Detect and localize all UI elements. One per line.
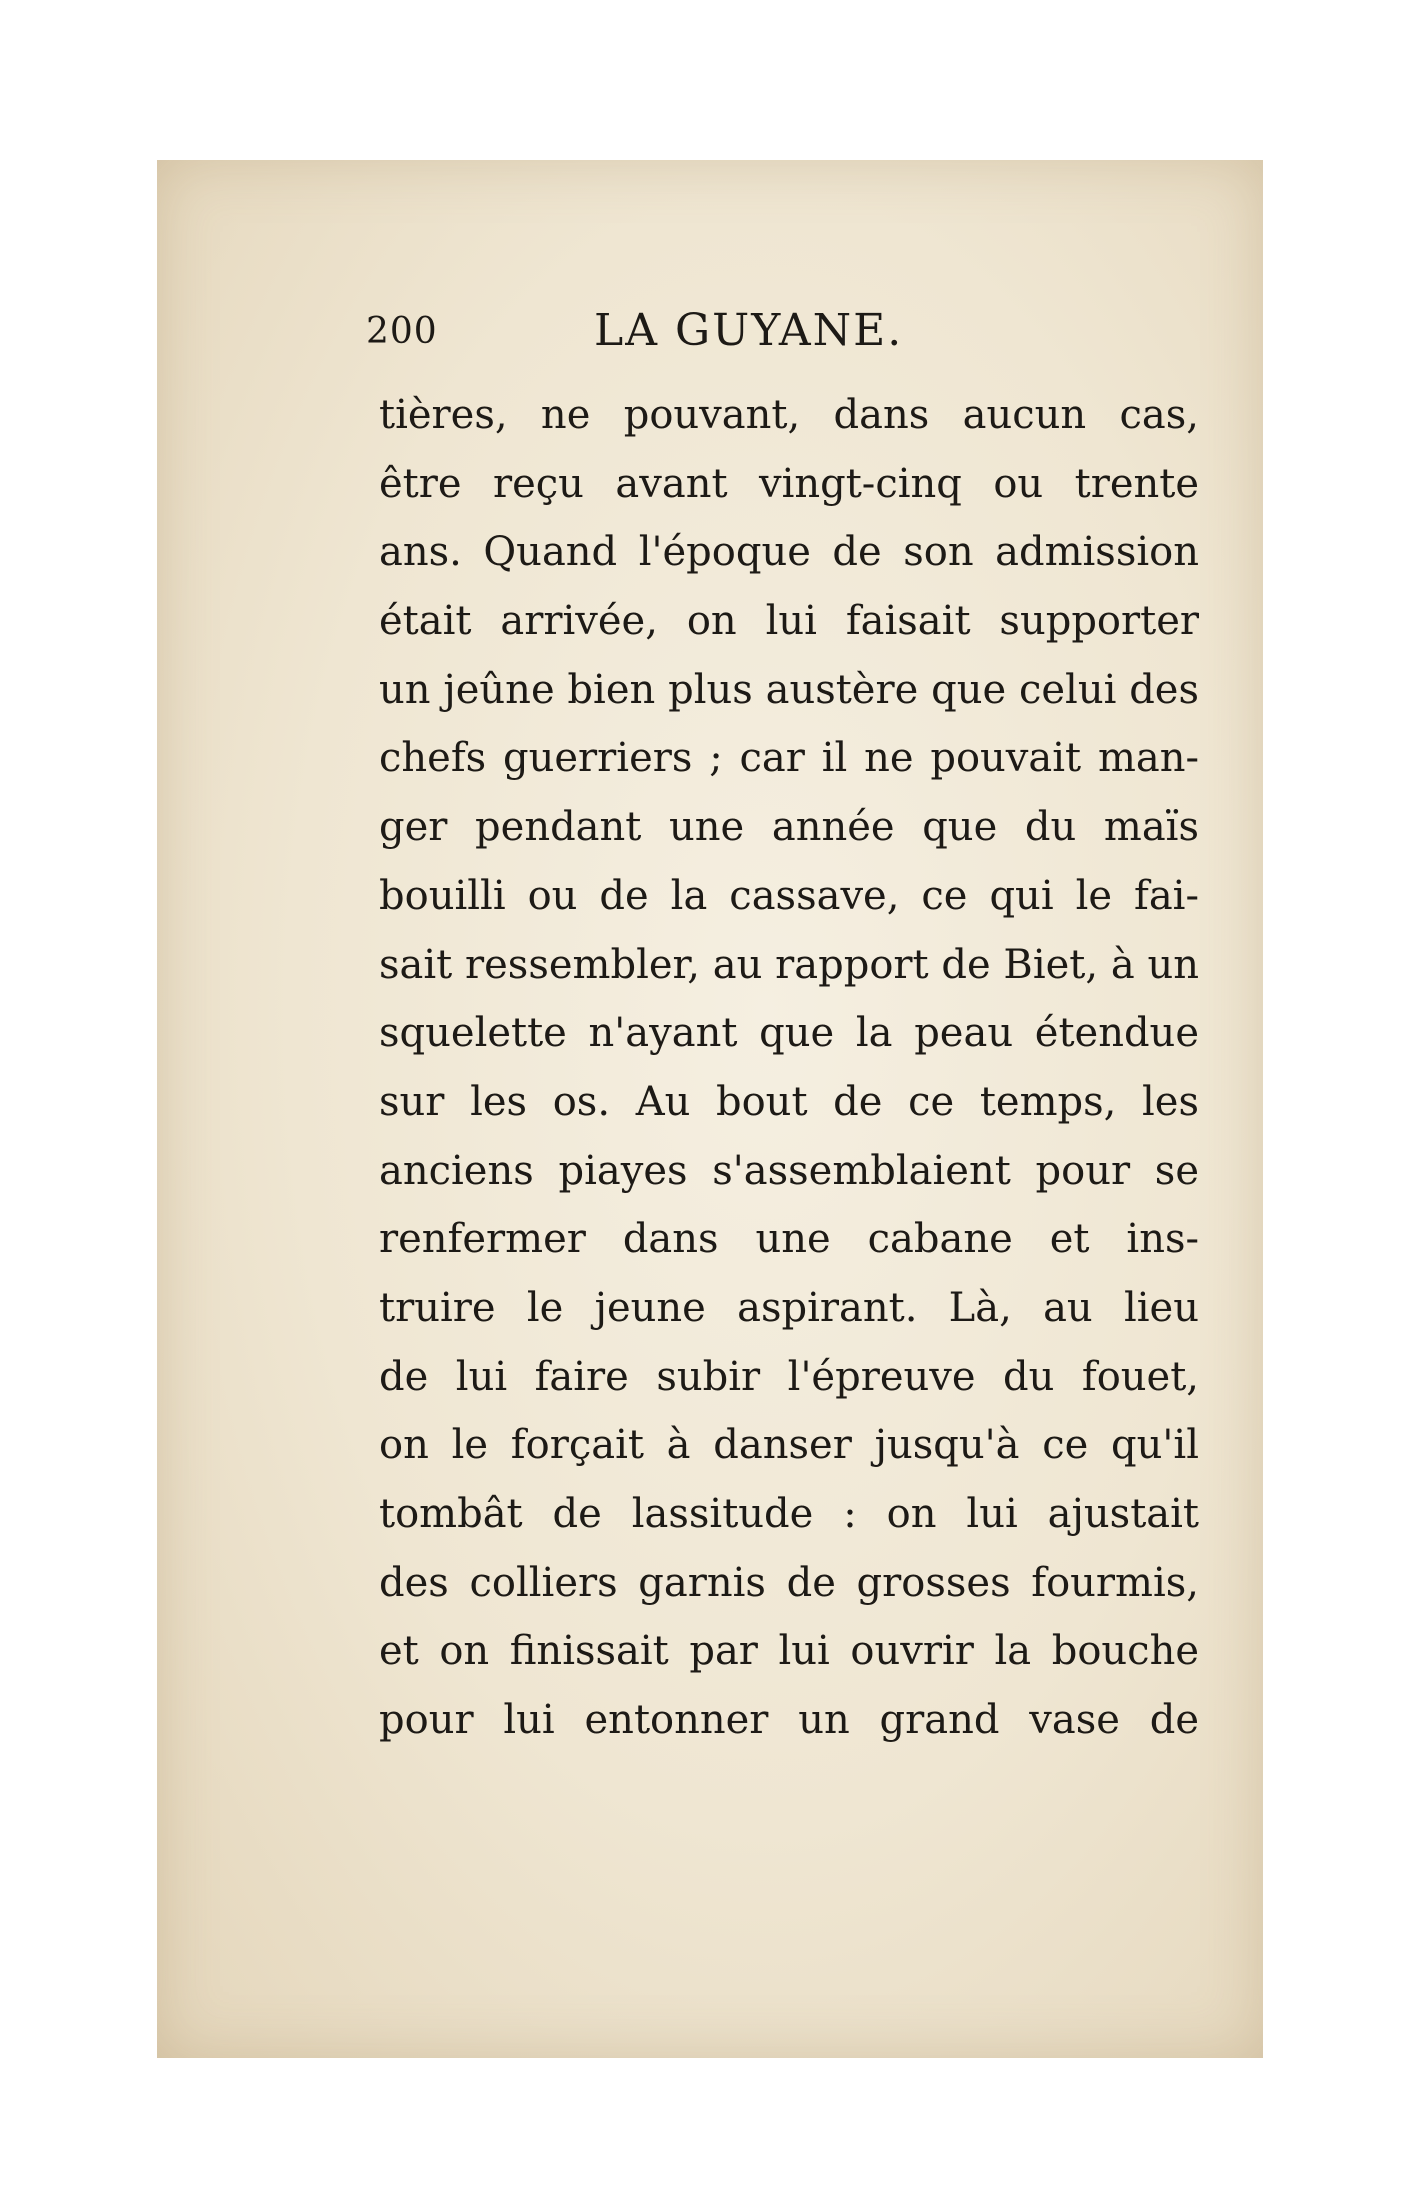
page-header [366, 305, 966, 365]
running-title: LA GUYANE. [594, 305, 904, 356]
text-line: pour lui entonner un grand vase de [379, 1697, 1199, 1744]
text-line: tombât de lassitude : on lui ajustait [379, 1491, 1199, 1537]
text-line: de lui faire subir l'épreuve du fouet, [379, 1353, 1199, 1400]
text-line: anciens piayes s'assemblaient pour se [379, 1147, 1199, 1194]
text-line: sur les os. Au bout de ce temps, les [379, 1078, 1199, 1125]
text-line: être reçu avant vingt-cinq ou trente [379, 460, 1199, 507]
text-line: ger pendant une année que du maïs [379, 804, 1199, 851]
text-line: on le forçait à danser jusqu'à ce qu'il [379, 1422, 1199, 1469]
text-line: truire le jeune aspirant. Là, au lieu [379, 1284, 1199, 1331]
text-line: chefs guerriers ; car il ne pouvait man- [379, 735, 1199, 782]
text-line: bouilli ou de la cassave, ce qui le fai- [379, 872, 1199, 919]
body-text [379, 381, 1199, 1755]
text-line: des colliers garnis de grosses fourmis, [379, 1559, 1199, 1606]
page-number: 200 [366, 311, 438, 352]
book-page [157, 160, 1263, 2058]
text-line: sait ressembler, au rapport de Biet, à un [379, 941, 1199, 988]
text-line: renfermer dans une cabane et ins- [379, 1216, 1199, 1263]
text-line: tières, ne pouvant, dans aucun cas, [379, 392, 1199, 438]
text-line: et on finissait par lui ouvrir la bouche [379, 1628, 1199, 1675]
text-line: était arrivée, on lui faisait supporter [379, 598, 1199, 645]
text-line: squelette n'ayant que la peau étendue [379, 1010, 1199, 1057]
text-line: ans. Quand l'époque de son admission [379, 529, 1199, 576]
text-line: un jeûne bien plus austère que celui des [379, 666, 1199, 713]
